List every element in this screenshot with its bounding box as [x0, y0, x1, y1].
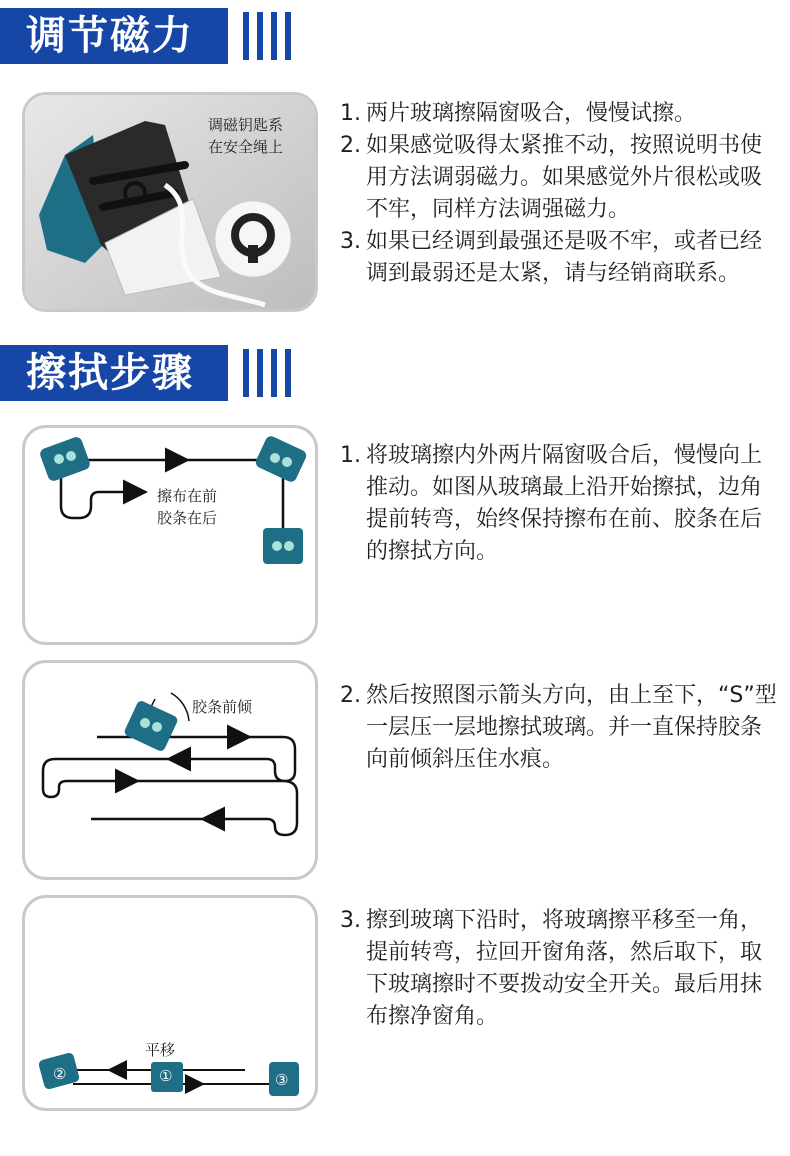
key-label-line1: 调磁钥匙系 — [208, 116, 284, 134]
section-banner-wiping-steps — [0, 345, 305, 401]
tilted-device-icon — [123, 699, 179, 752]
shift-label: 平移 — [145, 1041, 176, 1059]
instruction-item-2: 2. 如果感觉吸得太紧推不动，按照说明书使用方法调弱磁力。如果感觉外片很松或吸不牢，同样方法调强磁力。 — [340, 133, 763, 222]
device-bottom-right-icon — [263, 528, 303, 564]
cloth-front-label: 擦布在前 — [157, 487, 218, 505]
image-card-step2 — [22, 660, 318, 880]
banner-stripes — [243, 12, 303, 60]
banner-stripes — [243, 349, 303, 397]
section-banner-adjust-magnet — [0, 8, 305, 64]
key-label-line2: 在安全绳上 — [208, 138, 284, 156]
step3-instructions: 3. 擦到玻璃下沿时，将玻璃擦平移至一角，提前转弯，拉回开窗角落，然后取下，取下玻璃擦时不要拨动安全开关。最后用抹布擦净窗角。 — [340, 908, 763, 1029]
marker-1: ① — [159, 1067, 173, 1085]
image-card-step1 — [22, 425, 318, 645]
device-top-right-icon — [254, 434, 308, 483]
image-card-magnet-adjust — [22, 92, 318, 312]
device-top-left-icon — [39, 436, 92, 483]
section-title: 擦拭步骤 — [26, 350, 194, 396]
step1-path-diagram — [25, 428, 318, 645]
step2-instructions: 2. 然后按照图示箭头方向，由上至下，“S”型一层压一层地擦拭玻璃。并一直保持胶条向前倾斜压住水痕。 — [340, 683, 777, 772]
step1-instructions: 1. 将玻璃擦内外两片隔窗吸合后，慢慢向上推动。如图从玻璃最上沿开始擦拭，边角提前转弯，始终保持擦布在前、胶条在后的擦拭方向。 — [340, 443, 763, 564]
image-card-step3 — [22, 895, 318, 1111]
instruction-item-1: 1. 两片玻璃擦隔窗吸合，慢慢试擦。 — [340, 101, 697, 126]
strip-back-label: 胶条在后 — [157, 509, 218, 527]
section-title: 调节磁力 — [26, 13, 194, 59]
step2-s-path-diagram — [25, 663, 318, 880]
magnet-instructions — [340, 98, 780, 290]
marker-2: ② — [53, 1065, 67, 1083]
instruction-item-3: 3. 如果已经调到最强还是吸不牢，或者已经调到最弱还是太紧，请与经销商联系。 — [340, 229, 763, 286]
marker-3: ③ — [275, 1071, 289, 1089]
strip-tilt-label: 胶条前倾 — [192, 698, 253, 716]
